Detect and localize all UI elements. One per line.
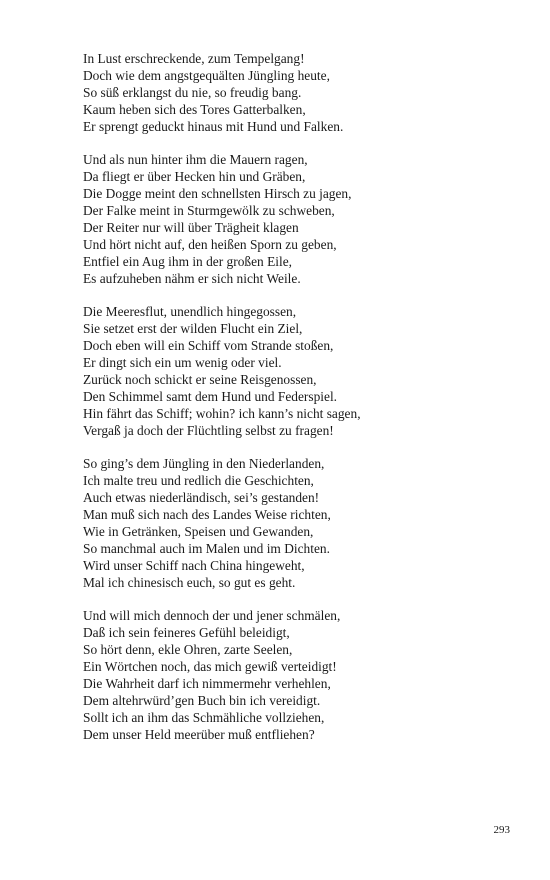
verse-line: Den Schimmel samt dem Hund und Federspiel. <box>83 389 338 404</box>
verse-line: Der Falke meint in Sturmgewölk zu schweben, <box>83 203 335 218</box>
verse-line: Auch etwas niederländisch, sei’s gestanden! <box>83 490 320 505</box>
verse-line: So süß erklangst du nie, so freudig bang. <box>83 85 302 100</box>
verse-line: Er sprengt geduckt hinaus mit Hund und Falken. <box>83 119 344 134</box>
verse-line: Es aufzuheben nähm er sich nicht Weile. <box>83 271 301 286</box>
verse-line: So manchmal auch im Malen und im Dichten. <box>83 541 330 556</box>
verse-line: Zurück noch schickt er seine Reisgenossen, <box>83 372 317 387</box>
verse-line: Die Wahrheit darf ich nimmermehr verhehlen, <box>83 676 331 691</box>
verse-line: So hört denn, ekle Ohren, zarte Seelen, <box>83 642 293 657</box>
verse-line: Sie setzet erst der wilden Flucht ein Ziel, <box>83 321 303 336</box>
verse-line: Da fliegt er über Hecken hin und Gräben, <box>83 169 306 184</box>
verse-line: In Lust erschreckende, zum Tempelgang! <box>83 51 305 66</box>
stanza-1 <box>83 50 503 135</box>
verse-line: Und hört nicht auf, den heißen Sporn zu geben, <box>83 237 337 252</box>
verse-line: Die Meeresflut, unendlich hingegossen, <box>83 304 297 319</box>
verse-line: Und will mich dennoch der und jener schmälen, <box>83 608 341 623</box>
stanza-3 <box>83 303 503 439</box>
verse-line: Er dingt sich ein um wenig oder viel. <box>83 355 282 370</box>
verse-line: Ein Wörtchen noch, das mich gewiß verteidigt! <box>83 659 337 674</box>
verse-line: Hin fährt das Schiff; wohin? ich kann’s nicht sagen, <box>83 406 361 421</box>
verse-line: Mal ich chinesisch euch, so gut es geht. <box>83 575 296 590</box>
verse-line: Daß ich sein feineres Gefühl beleidigt, <box>83 625 290 640</box>
verse-line: Entfiel ein Aug ihm in der großen Eile, <box>83 254 292 269</box>
stanza-2 <box>83 151 503 287</box>
verse-line: Ich malte treu und redlich die Geschichten, <box>83 473 314 488</box>
verse-line: Und als nun hinter ihm die Mauern ragen, <box>83 152 308 167</box>
poem-text <box>83 50 503 759</box>
verse-line: Wie in Getränken, Speisen und Gewanden, <box>83 524 314 539</box>
verse-line: Wird unser Schiff nach China hingeweht, <box>83 558 305 573</box>
verse-line: So ging’s dem Jüngling in den Niederlanden, <box>83 456 325 471</box>
verse-line: Kaum heben sich des Tores Gatterbalken, <box>83 102 306 117</box>
verse-line: Man muß sich nach des Landes Weise richten, <box>83 507 331 522</box>
verse-line: Dem unser Held meerüber muß entfliehen? <box>83 727 315 742</box>
verse-line: Die Dogge meint den schnellsten Hirsch zu jagen, <box>83 186 352 201</box>
verse-line: Doch eben will ein Schiff vom Strande stoßen, <box>83 338 334 353</box>
stanza-5 <box>83 607 503 743</box>
verse-line: Der Reiter nur will über Trägheit klagen <box>83 220 299 235</box>
page-number: 293 <box>493 824 510 836</box>
verse-line: Sollt ich an ihm das Schmähliche vollziehen, <box>83 710 325 725</box>
verse-line: Vergaß ja doch der Flüchtling selbst zu fragen! <box>83 423 334 438</box>
verse-line: Doch wie dem angstgequälten Jüngling heute, <box>83 68 330 83</box>
stanza-4 <box>83 455 503 591</box>
verse-line: Dem altehrwürd’gen Buch bin ich vereidigt. <box>83 693 321 708</box>
